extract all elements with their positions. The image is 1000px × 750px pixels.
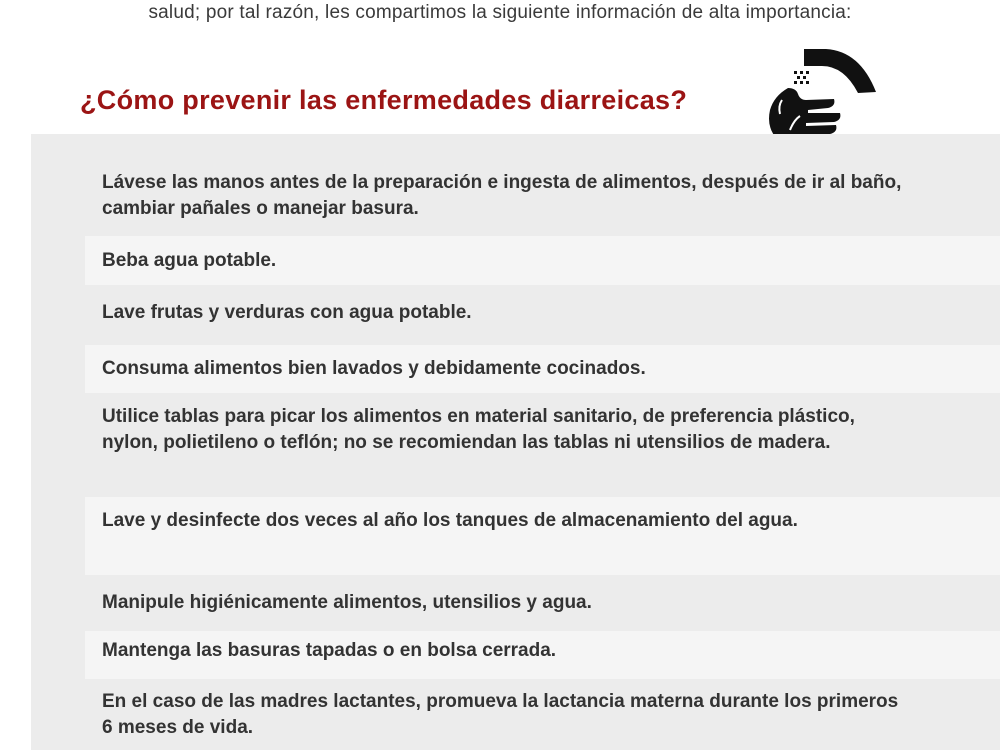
tip-text: Mantenga las basuras tapadas o en bolsa cerrada.	[102, 640, 557, 661]
list-item	[85, 345, 1000, 393]
tip-text: Lave frutas y verduras con agua potable.	[102, 302, 472, 323]
tip-text: Consuma alimentos bien lavados y debidamente cocinados.	[102, 358, 646, 379]
list-item	[85, 236, 1000, 285]
tip-text: Lave y desinfecte dos veces al año los tanques de almacenamiento del agua.	[102, 510, 798, 531]
intro-text: salud; por tal razón, les compartimos la siguiente información de alta importancia:	[148, 2, 852, 23]
list-item	[85, 393, 1000, 497]
list-item	[85, 497, 1000, 575]
tip-text: Manipule higiénicamente alimentos, utensilios y agua.	[102, 592, 592, 613]
tip-text: Utilice tablas para picar los alimentos en material sanitario, de preferencia plástico, nylon, polietileno o teflón; no se recomiendan las tablas ni utensilios de madera.	[102, 406, 855, 453]
tip-text: En el caso de las madres lactantes, promueva la lactancia materna durante los primeros 6 meses de vida.	[102, 691, 899, 738]
section-heading: ¿Cómo prevenir las enfermedades diarreicas?	[80, 85, 688, 115]
list-item	[85, 679, 1000, 750]
tip-text: Beba agua potable.	[102, 250, 277, 271]
tip-text: Lávese las manos antes de la preparación e ingesta de alimentos, después de ir al baño, cambiar pañales o manejar basura.	[102, 172, 902, 219]
list-item	[85, 575, 1000, 631]
list-item	[85, 285, 1000, 345]
list-item	[85, 631, 1000, 679]
list-item	[85, 159, 1000, 235]
